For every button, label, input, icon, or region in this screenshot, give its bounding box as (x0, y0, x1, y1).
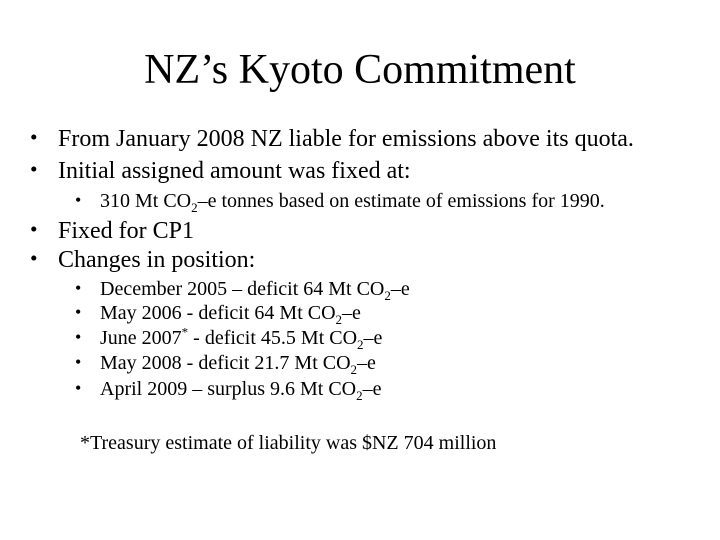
subscript: 2 (191, 200, 198, 215)
text-part: May 2008 - deficit 21.7 Mt CO (100, 352, 351, 374)
text-part: - deficit 45.5 Mt CO (188, 327, 358, 349)
superscript: * (181, 324, 189, 340)
bullet-icon: • (30, 125, 38, 149)
text-part: –e (390, 278, 410, 300)
text-part: –e (363, 327, 383, 349)
subscript: 2 (350, 362, 358, 377)
footnote: *Treasury estimate of liability was $NZ 704 million (80, 432, 497, 454)
bullet-icon: • (75, 278, 82, 298)
text-part: December 2005 – deficit 64 Mt CO (100, 278, 385, 300)
bullet-icon: • (75, 327, 82, 347)
bullet-text: Fixed for CP1 (58, 218, 195, 244)
bullet-icon: • (75, 302, 82, 322)
sub-bullet-text (100, 278, 410, 303)
sub-bullet-text (100, 302, 361, 327)
text-part: June 2007 (100, 327, 182, 349)
subscript: 2 (356, 388, 363, 403)
bullet-text: From January 2008 NZ liable for emissions above its quota. (58, 126, 634, 152)
text-part: –e (362, 378, 382, 400)
subscript: 2 (357, 337, 364, 352)
bullet-icon: • (75, 378, 82, 398)
bullet-text: Initial assigned amount was fixed at: (58, 158, 411, 184)
sub-bullet-text (100, 378, 382, 403)
text-part: –e (342, 302, 361, 324)
subscript: 2 (335, 312, 343, 327)
sub-bullet-text (100, 324, 383, 352)
bullet-icon: • (75, 190, 82, 210)
text-part: May 2006 - deficit 64 Mt CO (100, 302, 336, 324)
sub-bullet-text (100, 352, 376, 377)
slide-title: NZ’s Kyoto Commitment (144, 47, 576, 93)
bullet-icon: • (30, 246, 38, 270)
subscript: 2 (384, 288, 391, 303)
bullet-icon: • (30, 217, 38, 241)
text-part: –e tonnes based on estimate of emissions for 1990. (197, 190, 605, 212)
bullet-icon: • (75, 352, 82, 372)
bullet-icon: • (30, 157, 38, 181)
text-part: 310 Mt CO (100, 190, 192, 212)
text-part: –e (357, 352, 376, 374)
sub-bullet-text (100, 190, 605, 215)
text-part: April 2009 – surplus 9.6 Mt CO (100, 378, 357, 400)
bullet-text: Changes in position: (58, 247, 256, 273)
